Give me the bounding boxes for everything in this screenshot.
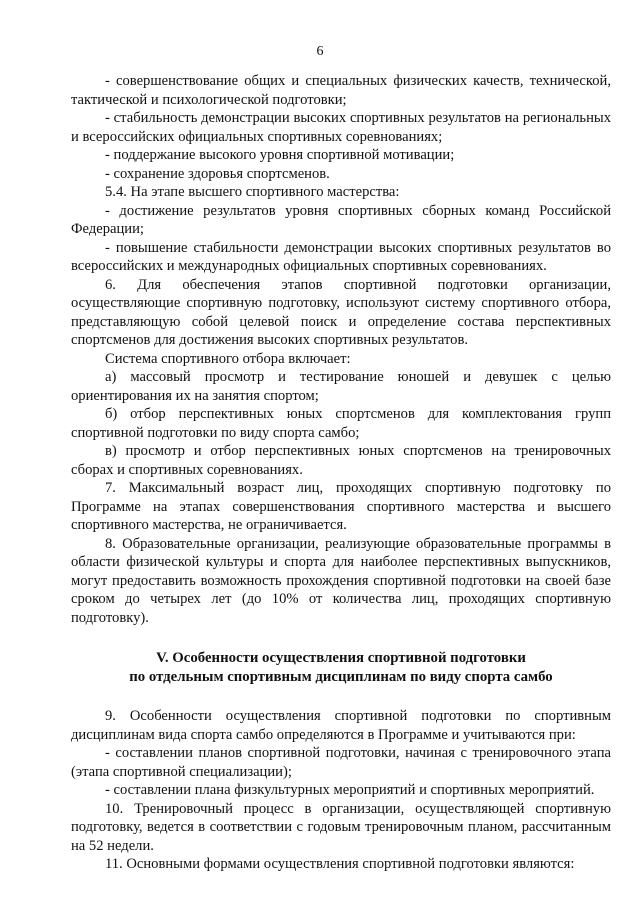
paragraph: - повышение стабильности демонстрации высоких спортивных результатов во всероссийских и международных официальных спортивных соревнованиях. (71, 239, 611, 274)
paragraph: 6. Для обеспечения этапов спортивной подготовки организации, осуществляющие спортивную подготовку, используют систему спортивного отбора, представляющую собой целевой поиск и определение состава перспективных спортсменов для достижения высоких спортивных результатов. (71, 276, 611, 348)
paragraph: 5.4. На этапе высшего спортивного мастерства: (105, 184, 400, 200)
paragraph: в) просмотр и отбор перспективных юных спортсменов на тренировочных сборах и спортивных соревнованиях. (71, 443, 611, 478)
paragraph: - достижение результатов уровня спортивных сборных команд Российской Федерации; (71, 202, 611, 237)
paragraph: - составлении плана физкультурных мероприятий и спортивных мероприятий. (105, 782, 595, 798)
paragraph: - поддержание высокого уровня спортивной мотивации; (105, 147, 455, 163)
document-body (71, 72, 611, 874)
paragraph: 9. Особенности осуществления спортивной подготовки по спортивным дисциплинам вида спорта самбо определяются в Программе и учитываются при: (71, 708, 611, 743)
paragraph: - сохранение здоровья спортсменов. (105, 165, 330, 182)
paragraph: 10. Тренировочный процесс в организации, осуществляющей спортивную подготовку, ведется в соответствии с годовым тренировочным планом, рассчитанным на 52 недели. (71, 800, 611, 854)
section-heading-line: по отдельным спортивным дисциплинам по виду спорта самбо (129, 669, 553, 685)
page-number: 6 (316, 44, 324, 59)
paragraph: 8. Образовательные организации, реализующие образовательные программы в области физической культуры и спорта для наиболее перспективных выпускников, могут предоставить возможность прохождения спортивной подготовки на своей базе сроком до четырех лет (до 10% от количества лиц, проходящих спортивную подготовку). (71, 535, 611, 626)
paragraph: - совершенствование общих и специальных физических качеств, технической, тактической и психологической подготовки; (71, 73, 611, 108)
paragraph: а) массовый просмотр и тестирование юношей и девушек с целью ориентирования их на занятия спортом; (71, 369, 611, 404)
paragraph: б) отбор перспективных юных спортсменов для комплектования групп спортивной подготовки по виду спорта самбо; (71, 406, 611, 441)
paragraph: - составлении планов спортивной подготовки, начиная с тренировочного этапа (этапа спортивной специализации); (71, 745, 611, 780)
paragraph: 11. Основными формами осуществления спортивной подготовки являются: (105, 856, 575, 872)
section-heading-line: V. Особенности осуществления спортивной подготовки (156, 650, 526, 666)
section-heading (71, 649, 611, 687)
paragraph: - стабильность демонстрации высоких спортивных результатов на региональных и всероссийских официальных спортивных соревнованиях; (71, 110, 611, 145)
paragraph: Система спортивного отбора включает: (105, 350, 351, 367)
paragraph: 7. Максимальный возраст лиц, проходящих спортивную подготовку по Программе на этапах совершенствования спортивного мастерства и высшего спортивного мастерства, не ограничивается. (71, 480, 611, 533)
